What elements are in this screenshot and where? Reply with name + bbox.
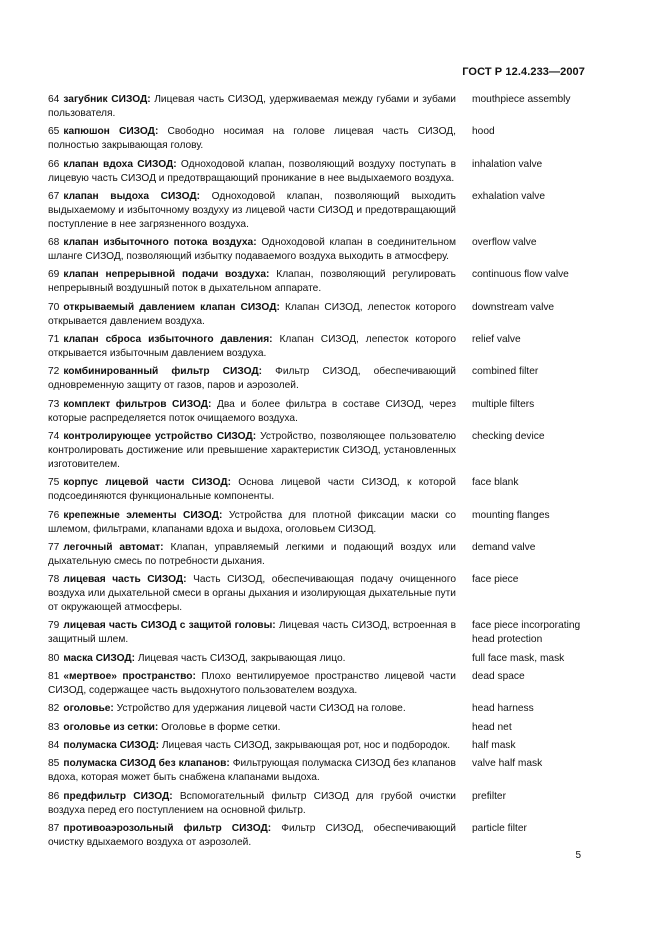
term-word: корпус лицевой части СИЗОД: <box>63 477 231 489</box>
term-definition-text: Клапан, позволяющий регулировать непрерывный воздушный поток в дыхательном аппарате. <box>48 269 456 295</box>
term-word: открываемый давлением клапан СИЗОД: <box>63 301 280 313</box>
term-number: 74 <box>48 430 60 442</box>
term-english: relief valve <box>472 334 521 346</box>
term-row <box>48 652 588 666</box>
term-definition-text: Клапан, управляемый легкими и подающий воздух или дыхательную смесь по потребности дыхания. <box>48 541 456 567</box>
term-definition-ru <box>48 573 456 615</box>
term-word: «мертвое» пространство: <box>63 671 196 683</box>
term-number: 84 <box>48 739 60 751</box>
term-definition-ru <box>48 822 456 850</box>
term-word: комбинированный фильтр СИЗОД: <box>63 366 263 378</box>
term-definition-text: Лицевая часть СИЗОД, встроенная в защитный шлем. <box>48 620 456 646</box>
term-word: клапан выдоха СИЗОД: <box>63 190 201 202</box>
term-definition-ru <box>48 619 456 647</box>
term-english: head harness <box>472 703 534 715</box>
term-english: prefilter <box>472 790 506 802</box>
term-english: overflow valve <box>472 237 537 249</box>
term-definition-text: Устройство для удержания лицевой части СИЗОД на голове. <box>116 703 406 715</box>
term-word: крепежные элементы СИЗОД: <box>63 509 223 521</box>
term-number: 68 <box>48 237 60 249</box>
term-word: полумаска СИЗОД: <box>63 739 160 751</box>
term-number: 81 <box>48 671 60 683</box>
term-definition-ru <box>48 739 456 753</box>
term-word: предфильтр СИЗОД: <box>63 790 173 802</box>
term-row <box>48 125 588 153</box>
term-number: 67 <box>48 190 60 202</box>
term-word: контролирующее устройство СИЗОД: <box>63 430 257 442</box>
term-word: оголовье из сетки: <box>63 721 159 733</box>
term-definition-ru <box>48 365 456 393</box>
term-number: 64 <box>48 94 60 105</box>
term-definition-ru <box>48 790 456 818</box>
term-english: mouthpiece assembly <box>472 94 571 105</box>
terms-list <box>48 93 588 854</box>
term-word: лицевая часть СИЗОД: <box>63 574 187 586</box>
term-definition-ru <box>48 430 456 472</box>
term-definition-text: Оголовье в форме сетки. <box>161 721 281 733</box>
term-definition-text: Клапан СИЗОД, лепесток которого открывается избыточным давлением воздуха. <box>48 334 456 360</box>
term-number: 77 <box>48 541 60 553</box>
term-word: клапан избыточного потока воздуха: <box>63 237 257 249</box>
term-row <box>48 333 588 361</box>
term-row <box>48 739 588 753</box>
term-number: 80 <box>48 652 60 664</box>
term-english: face piece incorporating head protection <box>472 620 581 646</box>
term-word: противоаэрозольный фильтр СИЗОД: <box>63 822 272 834</box>
page-header-standard: ГОСТ Р 12.4.233—2007 <box>462 66 585 78</box>
term-number: 66 <box>48 158 60 170</box>
term-number: 76 <box>48 509 60 521</box>
term-row <box>48 702 588 716</box>
term-definition-ru <box>48 93 456 121</box>
term-number: 71 <box>48 334 60 346</box>
term-row <box>48 430 588 472</box>
term-number: 86 <box>48 790 60 802</box>
term-definition-ru <box>48 268 456 296</box>
term-definition-text: Одноходовой клапан, позволяющий воздуху поступать в лицевую часть СИЗОД и предотвращающий проникание в нее выдыхаемого воздуха. <box>48 158 456 184</box>
term-word: лицевая часть СИЗОД с защитой головы: <box>63 620 276 632</box>
term-word: клапан вдоха СИЗОД: <box>63 158 177 170</box>
term-number: 69 <box>48 269 60 281</box>
term-definition-ru <box>48 721 456 735</box>
term-number: 87 <box>48 822 60 834</box>
term-number: 78 <box>48 574 60 586</box>
term-definition-ru <box>48 757 456 785</box>
term-definition-ru <box>48 670 456 698</box>
term-definition-ru <box>48 541 456 569</box>
term-definition-ru <box>48 398 456 426</box>
term-number: 79 <box>48 620 60 632</box>
term-row <box>48 573 588 615</box>
term-definition-text: Лицевая часть СИЗОД, закрывающая лицо. <box>137 652 346 664</box>
term-definition-text: Основа лицевой части СИЗОД, к которой подсоединяются функциональные компоненты. <box>48 477 456 503</box>
term-english: exhalation valve <box>472 190 546 202</box>
term-definition-text: Одноходовой клапан, позволяющий выходить выдыхаемому и избыточному воздуху из лицевой части СИЗОД и предотвращающий поступление в нее загрязненного воздуха. <box>48 190 456 230</box>
term-definition-text: Фильтр СИЗОД, обеспечивающий одновременную защиту от газов, паров и аэрозолей. <box>48 366 456 392</box>
term-definition-ru <box>48 190 456 232</box>
term-english: face blank <box>472 477 519 489</box>
term-row <box>48 301 588 329</box>
term-english: full face mask, mask <box>472 652 565 664</box>
term-row <box>48 541 588 569</box>
term-row <box>48 158 588 186</box>
term-row <box>48 721 588 735</box>
term-definition-ru <box>48 702 456 716</box>
term-row <box>48 822 588 850</box>
term-definition-text: Фильтрующая полумаска СИЗОД без клапанов вдоха, которая может быть снабжена клапанами выдоха. <box>48 758 456 784</box>
term-definition-text: Вспомогательный фильтр СИЗОД для грубой очистки воздуха перед его поступлением на основной фильтр. <box>48 790 456 816</box>
term-row <box>48 509 588 537</box>
term-row <box>48 476 588 504</box>
term-number: 75 <box>48 477 60 489</box>
term-number: 83 <box>48 721 60 733</box>
term-row <box>48 790 588 818</box>
term-definition-ru <box>48 236 456 264</box>
term-definition-ru <box>48 333 456 361</box>
term-english: demand valve <box>472 541 536 553</box>
term-word: клапан сброса избыточного давления: <box>63 334 273 346</box>
term-number: 82 <box>48 703 60 715</box>
term-row <box>48 619 588 647</box>
term-english: face piece <box>472 574 519 586</box>
term-definition-text: Два и более фильтра в составе СИЗОД, через которые распределяется поток очищаемого воздуха. <box>48 398 457 424</box>
term-number: 70 <box>48 301 60 313</box>
term-definition-ru <box>48 301 456 329</box>
term-number: 85 <box>48 758 60 770</box>
term-definition-ru <box>48 509 456 537</box>
term-definition-text: Устройство, позволяющее пользователю контролировать достижение или превышение характеристик СИЗОД, установленных изготовителем. <box>48 430 456 470</box>
term-english: checking device <box>472 430 545 442</box>
term-row <box>48 190 588 232</box>
term-word: загубник СИЗОД: <box>63 94 151 105</box>
term-english: valve half mask <box>472 758 543 770</box>
term-english: half mask <box>472 739 516 751</box>
term-english: dead space <box>472 671 525 683</box>
term-english: hood <box>472 126 495 138</box>
term-definition-text: Клапан СИЗОД, лепесток которого открывается давлением воздуха. <box>48 301 456 327</box>
term-word: капюшон СИЗОД: <box>63 126 159 138</box>
term-word: клапан непрерывной подачи воздуха: <box>63 269 270 281</box>
term-definition-text: Свободно носимая на голове лицевая часть СИЗОД, полностью закрывающая голову. <box>48 126 456 152</box>
term-definition-text: Устройства для плотной фиксации маски со шлемом, фильтрами, клапанами вдоха и выдоха, оголовьем СИЗОД. <box>48 509 456 535</box>
term-english: downstream valve <box>472 301 555 313</box>
term-row <box>48 268 588 296</box>
term-definition-text: Плохо вентилируемое пространство лицевой части СИЗОД, содержащее часть выдохнутого пользователем воздуха. <box>48 671 456 697</box>
term-row <box>48 398 588 426</box>
term-row <box>48 670 588 698</box>
term-english: inhalation valve <box>472 158 543 170</box>
term-definition-ru <box>48 652 456 666</box>
term-word: маска СИЗОД: <box>63 652 136 664</box>
term-definition-text: Часть СИЗОД, обеспечивающая подачу очищенного воздуха или дыхательной смеси в органы дыхания и изолирующая дыхательные пути от окружающей атмосферы. <box>48 574 456 614</box>
term-definition-text: Лицевая часть СИЗОД, закрывающая рот, нос и подбородок. <box>161 739 451 751</box>
term-number: 73 <box>48 398 60 410</box>
term-definition-ru <box>48 476 456 504</box>
term-definition-text: Лицевая часть СИЗОД, удерживаемая между губами и зубами пользователя. <box>48 94 456 119</box>
term-word: комплект фильтров СИЗОД: <box>63 398 212 410</box>
term-row <box>48 757 588 785</box>
term-word: легочный автомат: <box>63 541 164 553</box>
term-english: head net <box>472 721 512 733</box>
term-definition-ru <box>48 158 456 186</box>
term-definition-ru <box>48 125 456 153</box>
term-word: полумаска СИЗОД без клапанов: <box>63 758 230 770</box>
term-row <box>48 365 588 393</box>
term-english: particle filter <box>472 822 527 834</box>
term-english: mounting flanges <box>472 509 550 521</box>
term-word: оголовье: <box>63 703 114 715</box>
term-row <box>48 93 588 121</box>
term-number: 72 <box>48 366 60 378</box>
term-row <box>48 236 588 264</box>
page-number: 5 <box>575 850 581 861</box>
term-english: continuous flow valve <box>472 269 569 281</box>
term-number: 65 <box>48 126 60 138</box>
term-definition-text: Одноходовой клапан в соединительном шланге СИЗОД, позволяющий избытку подаваемого воздуха выходить в атмосферу. <box>48 237 456 263</box>
term-english: multiple filters <box>472 398 535 410</box>
term-definition-text: Фильтр СИЗОД, обеспечивающий очистку вдыхаемого воздуха от аэрозолей. <box>48 822 456 848</box>
term-english: combined filter <box>472 366 539 378</box>
